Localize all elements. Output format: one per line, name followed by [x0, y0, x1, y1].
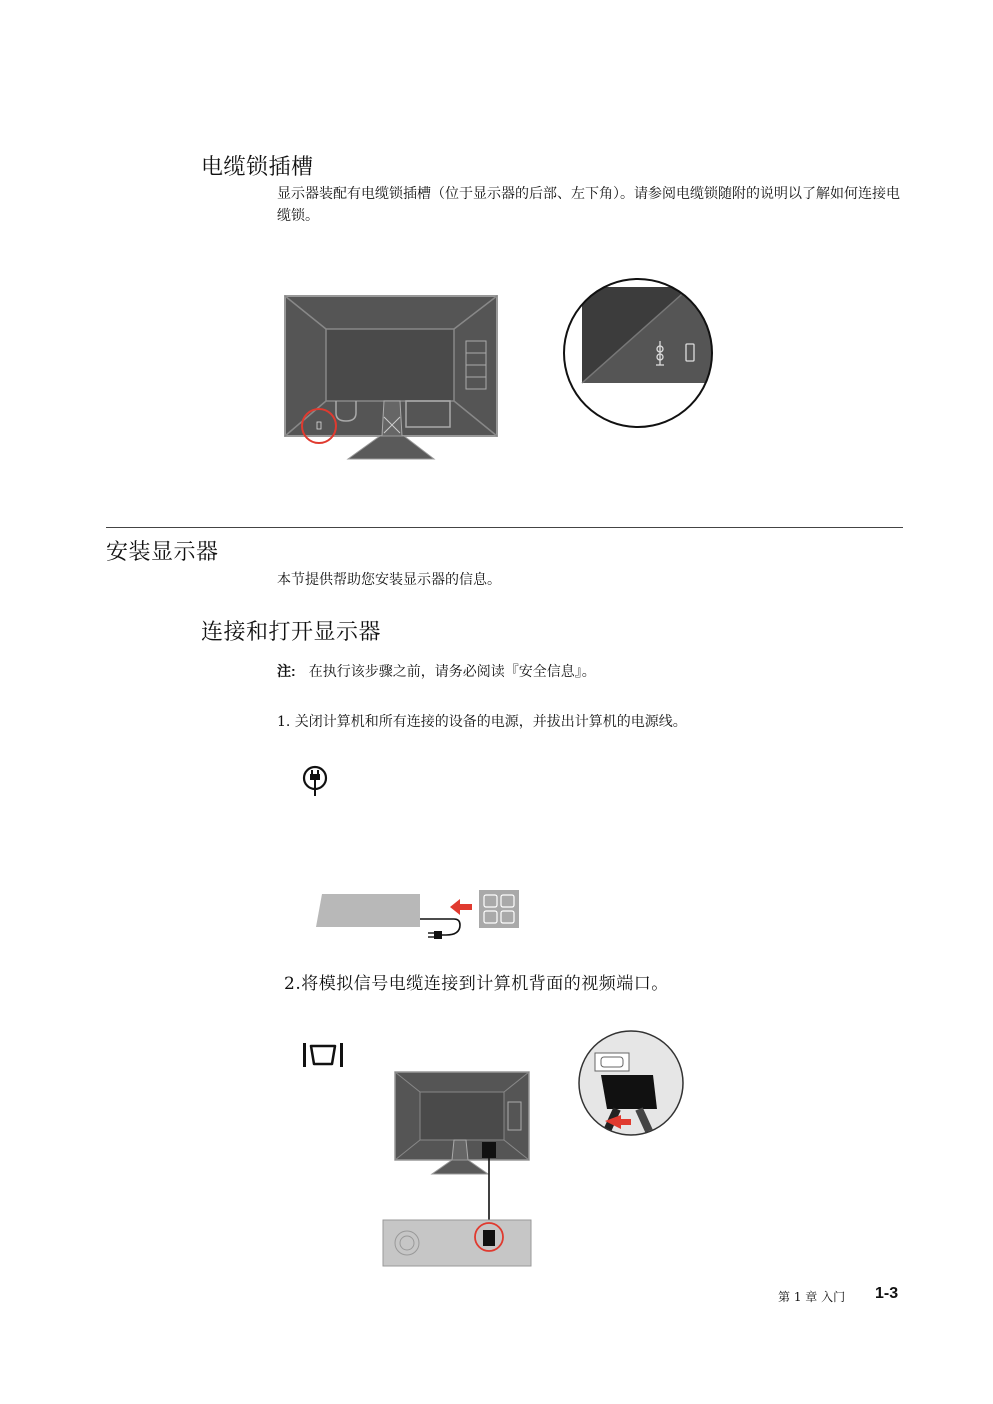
safety-note [277, 661, 596, 683]
step-1: 1. 关闭计算机和所有连接的设备的电源，并拔出计算机的电源线。 [277, 714, 687, 730]
unplug-illustration [314, 887, 520, 945]
power-plug-icon [302, 765, 328, 797]
vga-connection-illustration [382, 1070, 534, 1268]
page-number: 1-3 [875, 1285, 899, 1302]
cable-lock-heading: 电缆锁插槽 [201, 155, 314, 180]
install-description: 本节提供帮助您安装显示器的信息。 [277, 572, 501, 588]
connect-heading: 连接和打开显示器 [201, 620, 382, 645]
footer-chapter: 第 1 章 入门 [778, 1290, 846, 1304]
unplug-arrow [450, 899, 472, 915]
section-divider [106, 527, 903, 528]
install-heading: 安装显示器 [106, 540, 219, 565]
cable-lock-description: 显示器装配有电缆锁插槽（位于显示器的后部、左下角）。请参阅电缆锁随附的说明以了解如何连接电缆锁。 [277, 186, 900, 224]
note-label: 注: [277, 663, 296, 679]
note-text: 在执行该步骤之前，请务必阅读『安全信息』。 [308, 664, 596, 680]
monitor-back-illustration [284, 295, 499, 465]
cable-lock-zoom-illustration [562, 277, 714, 429]
vga-port-icon [302, 1042, 344, 1068]
vga-zoom-illustration [577, 1031, 687, 1135]
step-2: 2.将模拟信号电缆连接到计算机背面的视频端口。 [284, 974, 669, 994]
